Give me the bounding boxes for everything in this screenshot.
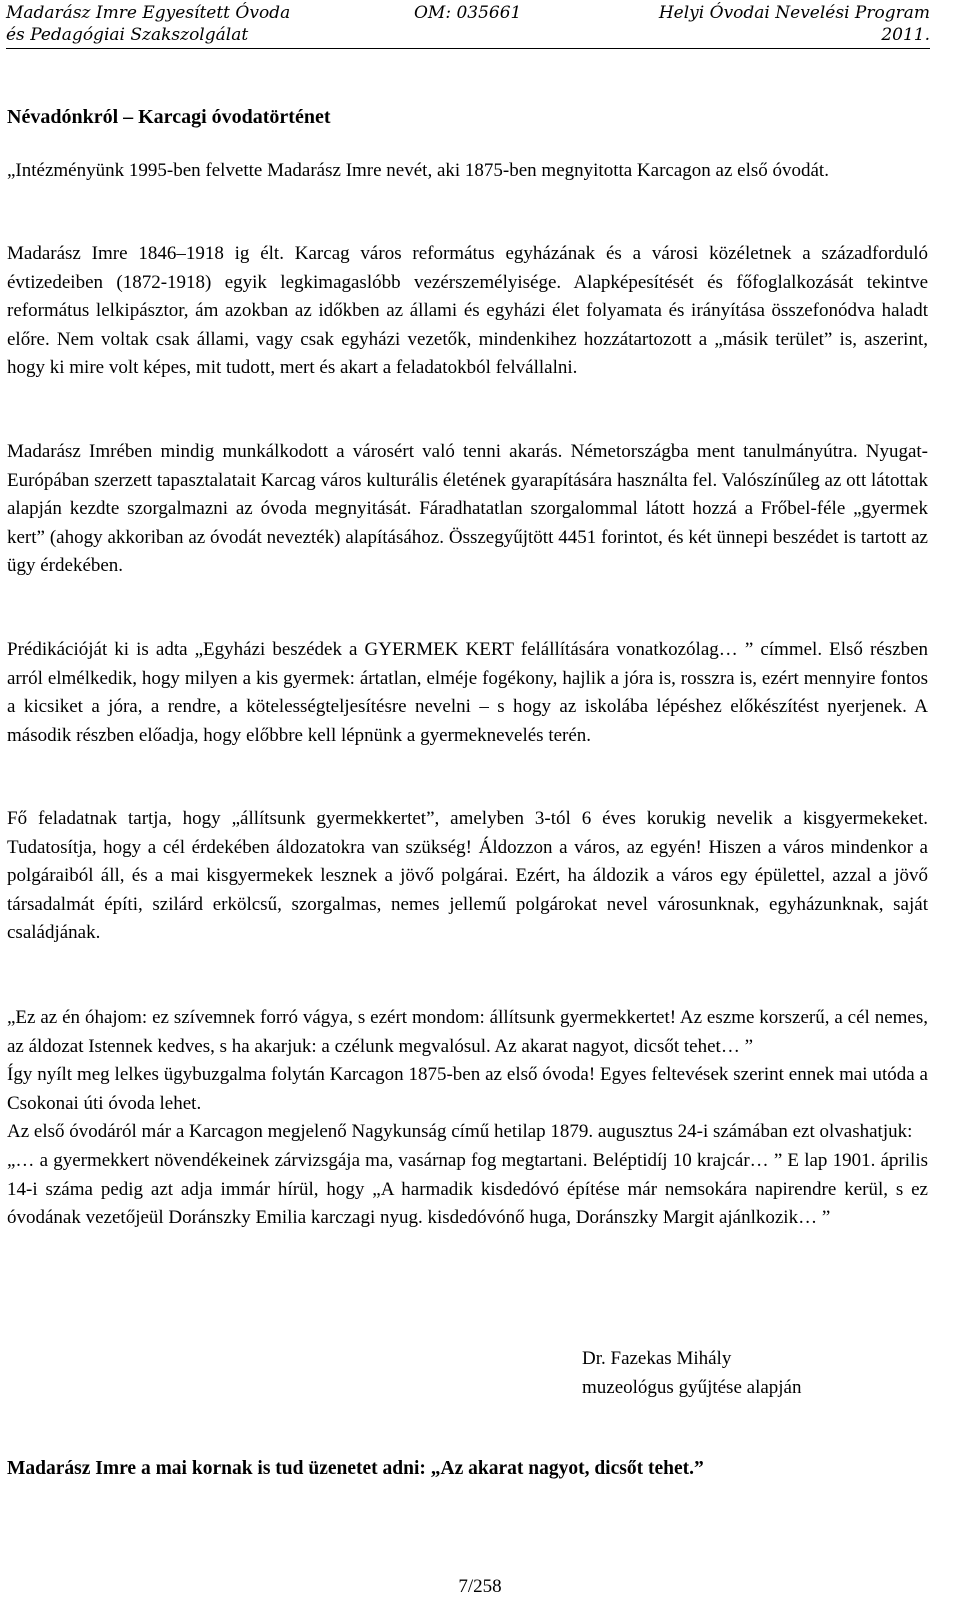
page-title: Névadónkról – Karcagi óvodatörténet xyxy=(7,106,331,128)
page-number: 7/258 xyxy=(458,1576,502,1597)
header-program-title: Helyi Óvodai Nevelési Program xyxy=(658,3,930,23)
paragraph-intro xyxy=(7,157,928,186)
paragraph-quote-and-history xyxy=(7,1004,928,1233)
header-om-code: OM: 035661 xyxy=(414,3,522,23)
quote-wish: „Ez az én óhajom: ez szívemnek forró vágya, s ezért mondom: állítsunk gyermekkertet! Az eszme korszerű, a cél nemes, az áldozat Istennek kedves, s ha akarjuk: a czélunk megvalósul. Az akarat nagyot, dicsőt tehet… ” xyxy=(7,1007,928,1057)
paragraph-line: Madarász Imrében mindig munkálkodott a városért való tenni akarás. Németországba ment tanulmányútra. Nyugat-Európában szerzett tapasztalatait Karcag város kulturális életének gyarapítására használta fel. Valószínűleg az ott látottak alapján kezdte szorgalmazni az óvoda megnyitását. Fáradhatatlan szorgalommal látott hozzá a Frőbel-féle „gyermek kert” (ahogy akkoriban az óvodát nevezték) alapításához. Összegyűjtött 4451 forintot, és két ünnepi beszédet is tartott az ügy érdekében. xyxy=(7,441,928,577)
header-org-name-line2: és Pedagógiai Szakszolgálat xyxy=(6,25,249,45)
paragraph-line: Madarász Imre 1846–1918 ig élt. Karcag város református egyházának és a városi közéletnek a századforduló évtizedeiben (1872-1918) egyik legkimagaslóbb vezérszemélyisége. Alapképesítését és főfoglalkozását tekintve református lelkipásztor, ám azokban az időkben az állami és egyházi élet folyamata és irányítása összefonódva haladt előre. Nem voltak csak állami, vagy csak egyházi vezetők, mindenkihez hozzátartozott a „másik terület” is, aszerint, hogy ki mire volt képes, mit tudott, mert és akart a feladatokból felvállalni. xyxy=(7,243,928,379)
paragraph-study-trip xyxy=(7,438,928,581)
paragraph-line: Prédikációját ki is adta „Egyházi beszédek a GYERMEK KERT felállítására vonatkozólag… ” címmel. Első részben arról elmélkedik, hogy milyen a kis gyermek: ártatlan, elméje fogékony, hajlik a jóra is, rosszra is, ezért mennyire fontos a kicsiket a jóra, a rendre, a kötelességteljesítésre nevelni – s hogy az iskolába lépéshez előkészítést nyerjenek. A második részben előadja, hogy előbbre kell lépnünk a gyermeknevelés terén. xyxy=(7,639,928,746)
signature-name: Dr. Fazekas Mihály xyxy=(582,1348,732,1369)
paragraph-sermon xyxy=(7,636,928,750)
header-year: 2011. xyxy=(881,25,930,45)
newspaper-mention: Az első óvodáról már a Karcagon megjelenő Nagykunság című hetilap 1879. augusztus 24-i számában ezt olvashatjuk: xyxy=(7,1121,913,1143)
page-header xyxy=(6,2,930,49)
paragraph-line: „Intézményünk 1995-ben felvette Madarász Imre nevét, aki 1875-ben megnyitotta Karcagon az első óvodát. xyxy=(7,160,829,181)
signature-block xyxy=(582,1344,802,1402)
paragraph-biography xyxy=(7,240,928,383)
newspaper-quote: „… a gyermekkert növendékeinek zárvizsgája ma, vasárnap fog megtartani. Beléptidíj 10 krajcár… ” E lap 1901. április 14-i száma pedig azt adja immár hírül, hogy „A harmadik kisdedóvó építése már nemsokára napirendre kerül, s ez óvodának vezetőjeül Doránszky Emilia karczagi nyug. kisdedóvónő huga, Doránszky Margit ajánlkozik… ” xyxy=(7,1149,928,1229)
signature-role: muzeológus gyűjtése alapján xyxy=(582,1377,802,1398)
first-kindergarten-opening: Így nyílt meg lelkes ügybuzgalma folytán Karcagon 1875-ben az első óvoda! Egyes feltevések szerint ennek mai utóda a Csokonai úti óvoda lehet. xyxy=(7,1064,928,1114)
closing-statement: Madarász Imre a mai kornak is tud üzenetet adni: „Az akarat nagyot, dicsőt tehet.” xyxy=(7,1458,704,1479)
paragraph-line: Fő feladatnak tartja, hogy „állítsunk gyermekkertet”, amelyben 3-tól 6 éves korukig nevelik a kisgyermekeket. Tudatosítja, hogy a cél érdekében áldozatokra van szükség! Áldozzon a város, az egyén! Hiszen a város mindenkor a polgáraiból áll, és a mai kisgyermekek lesznek a jövő polgárai. Ezért, ha áldozik a város egy épülettel, azzal a jövő társadalmát építi, szilárd erkölcsű, szorgalmas, nemes jellemű polgárokat nevel városunknak, egyházunknak, saját családjának. xyxy=(7,808,928,944)
paragraph-main-task xyxy=(7,805,928,948)
header-org-name: Madarász Imre Egyesített Óvoda xyxy=(6,3,291,23)
